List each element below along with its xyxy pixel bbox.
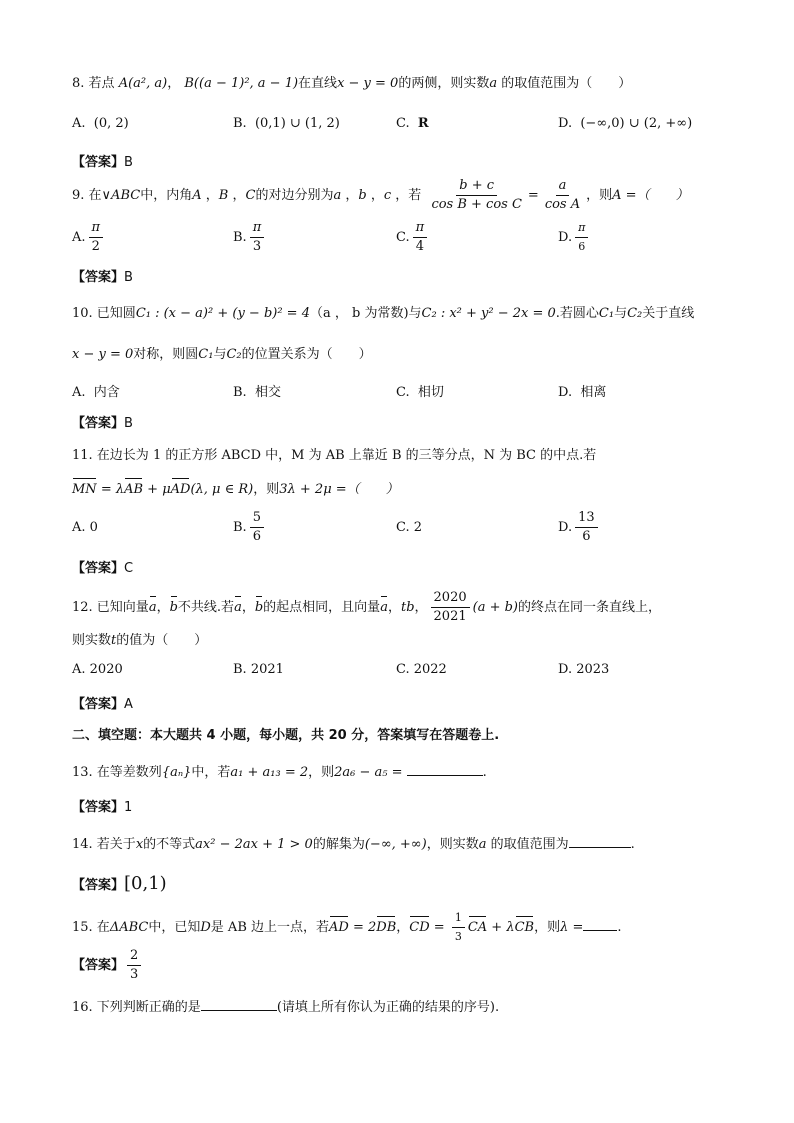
answer-blank bbox=[407, 763, 483, 776]
q15-answer: 【答案】 $\frac{2}{3}$ bbox=[72, 948, 144, 983]
question-15: 15. 在ΔABC中，已知D是 AB 边上一点，若AD = 2DB，CD = $\frac{1}{3}$ CA + λCB，则λ = . bbox=[72, 911, 622, 943]
question-11: 11. 在边长为 1 的正方形 ABCD 中，M 为 AB 上靠近 B 的三等分点，N 为 BC 的中点.若 bbox=[72, 448, 597, 463]
q10-option-d: D. 相离 bbox=[558, 385, 607, 400]
question-11-line-2: MN = λAB + μAD(λ, μ ∈ R)，则3λ + 2μ =（ ） bbox=[72, 482, 399, 497]
q12-option-a: A. 2020 bbox=[72, 662, 123, 677]
q8-option-b: B. (0,1) ∪ (1, 2) bbox=[233, 116, 340, 131]
question-12-line-2: 则实数t的值为（ ） bbox=[72, 633, 208, 648]
q9-answer: 【答案】B bbox=[72, 270, 133, 285]
answer-blank bbox=[569, 835, 631, 848]
q10-option-a: A. 内含 bbox=[72, 385, 120, 400]
q8-option-d: D. (−∞,0) ∪ (2, +∞) bbox=[558, 116, 693, 131]
question-14: 14. 若关于x的不等式ax² − 2ax + 1 > 0的解集为(−∞, +∞)，则实数a 的取值范围为 . bbox=[72, 837, 635, 852]
answer-blank bbox=[583, 918, 617, 931]
q11-option-b: B. $\frac{5}{6}$ bbox=[233, 510, 267, 545]
q10-option-b: B. 相交 bbox=[233, 385, 281, 400]
q11-option-d: D. $\frac{13}{6}$ bbox=[558, 510, 601, 545]
question-8: 8. 若点 A(a², a)， B((a − 1)², a − 1)在直线x − y = 0的两侧，则实数a 的取值范围为（ ） bbox=[72, 76, 632, 91]
q12-option-c: C. 2022 bbox=[396, 662, 447, 677]
q12-option-d: D. 2023 bbox=[558, 662, 610, 677]
q12-answer: 【答案】A bbox=[72, 697, 133, 712]
q9-option-b: B. $\frac{\pi}{3}$ bbox=[233, 220, 267, 255]
q8-option-c: C. R bbox=[396, 116, 429, 131]
q11-option-c: C. 2 bbox=[396, 520, 423, 535]
question-13: 13. 在等差数列{aₙ}中，若a₁ + a₁₃ = 2，则2a₆ − a₅ = . bbox=[72, 765, 487, 780]
q12-option-b: B. 2021 bbox=[233, 662, 284, 677]
q9-option-a: A. $\frac{\pi}{2}$ bbox=[72, 220, 106, 255]
question-10-line-2: x − y = 0对称，则圆C₁与C₂的位置关系为（ ） bbox=[72, 347, 372, 362]
question-16: 16. 下列判断正确的是 (请填上所有你认为正确的结果的序号). bbox=[72, 1000, 500, 1015]
q9-option-c: C. $\frac{\pi}{4}$ bbox=[396, 220, 430, 255]
q9-fraction-right: $\frac{a}{\text{cos A}}$ bbox=[544, 178, 581, 212]
question-12: 12. 已知向量a，b不共线.若a，b的起点相同，且向量a，tb， $\frac{2020}{2021}$ (a + b)的终点在同一条直线上， bbox=[72, 590, 662, 624]
question-9: 9. 在∨ABC中，内角A ，B ，C的对边分别为a ，b ，c ，若 $\frac{b + c}{\text{cos B + cos C}}$ = $\frac{a}{\text{cos A}}$ ，则A =（ ） bbox=[72, 178, 689, 212]
q9-fraction-left: $\frac{b + c}{\text{cos B + cos C}}$ bbox=[431, 178, 522, 212]
q11-answer: 【答案】C bbox=[72, 561, 134, 576]
q13-answer: 【答案】1 bbox=[72, 800, 133, 815]
q8-answer: 【答案】B bbox=[72, 155, 133, 170]
q8-option-a: A. (0, 2) bbox=[72, 116, 129, 131]
answer-blank bbox=[201, 998, 277, 1011]
q11-option-a: A. 0 bbox=[72, 520, 98, 535]
q10-option-c: C. 相切 bbox=[396, 385, 444, 400]
q9-option-d: D. $\frac{\pi}{6}$ bbox=[558, 220, 591, 255]
q14-answer: 【答案】[0,1) bbox=[72, 873, 167, 894]
q10-answer: 【答案】B bbox=[72, 416, 133, 431]
question-10: 10. 已知圆C₁ : (x − a)² + (y − b)² = 4（a ， b 为常数)与C₂ : x² + y² − 2x = 0.若圆心C₁与C₂关于直线 bbox=[72, 306, 695, 321]
section-2-heading: 二、填空题：本大题共 4 小题，每小题，共 20 分，答案填写在答题卷上. bbox=[72, 728, 500, 743]
